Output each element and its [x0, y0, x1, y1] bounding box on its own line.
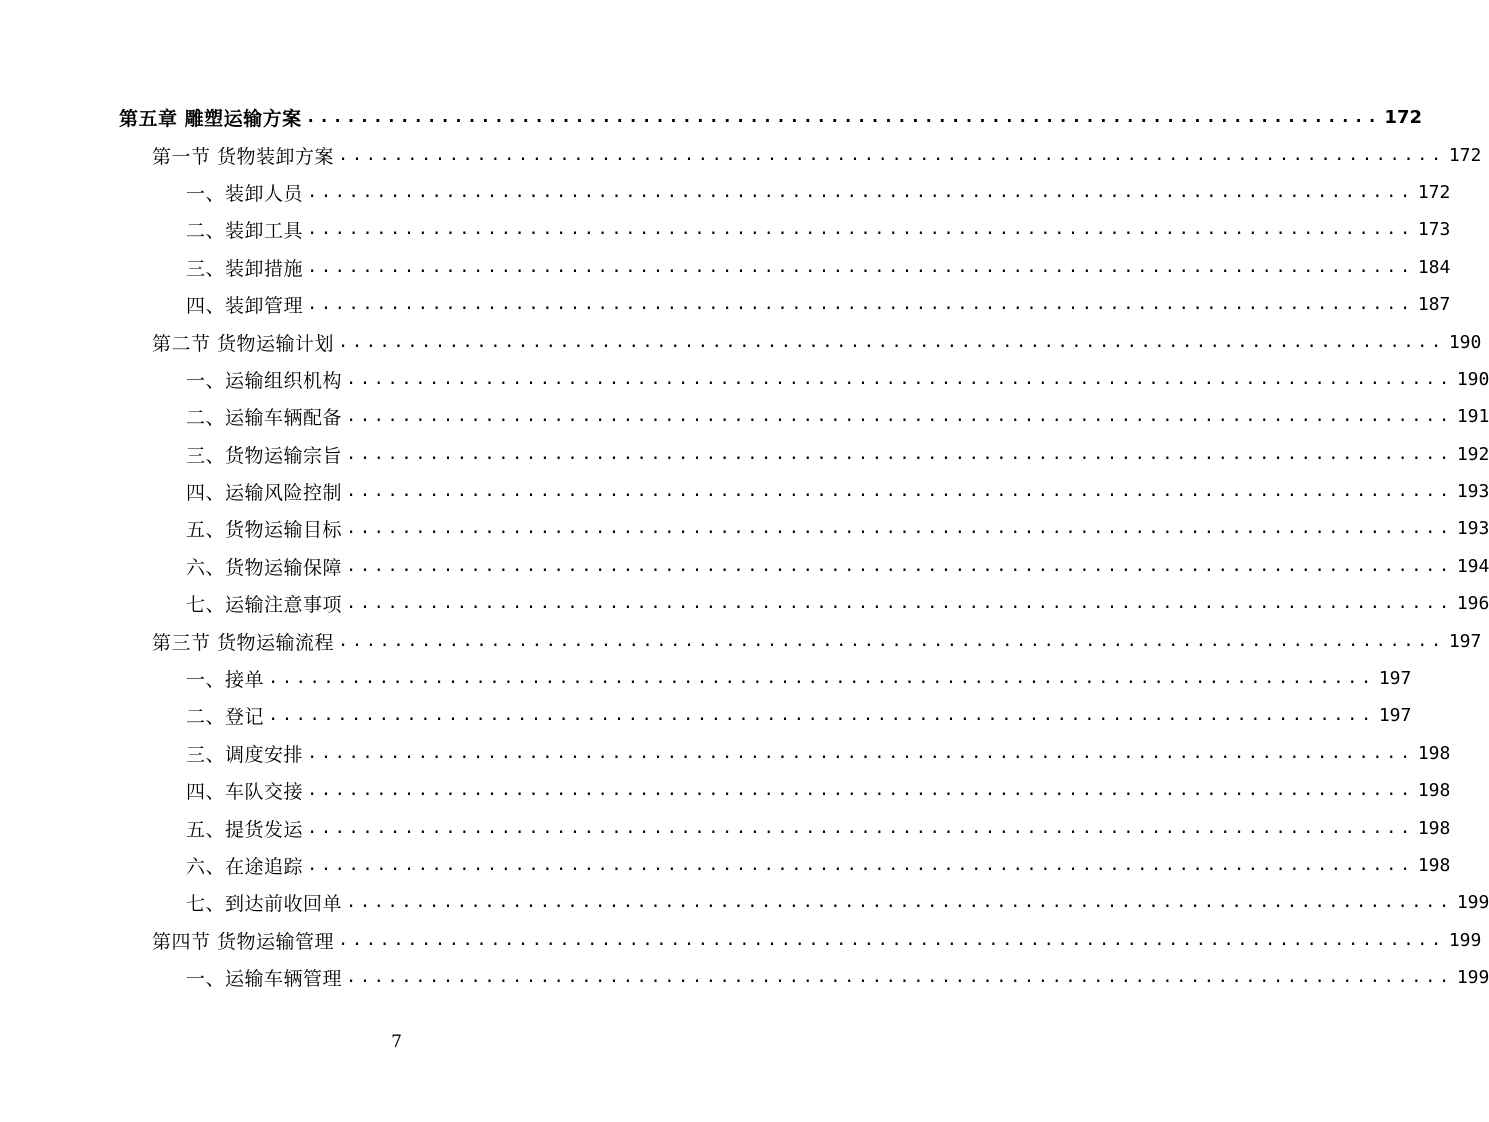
- toc-entry-title: 七、运输注意事项: [186, 594, 343, 617]
- toc-entry-title: 第四节 货物运输管理: [152, 930, 335, 953]
- toc-entry-title: 二、登记: [186, 706, 265, 729]
- toc-entry[interactable]: [0, 436, 1489, 473]
- toc-entry-page: 198: [1417, 855, 1451, 876]
- toc-entry-page: 190: [1456, 368, 1489, 390]
- toc-entry-title: 四、装卸管理: [186, 295, 304, 318]
- toc-entry-title: 第一节 货物装卸方案: [152, 145, 335, 168]
- toc-leader-dots: ................................................................................: [346, 406, 1453, 427]
- page-number: 7: [391, 1032, 402, 1052]
- toc-leader-dots: ................................................................................: [307, 742, 1414, 763]
- toc-entry[interactable]: [0, 809, 1451, 846]
- toc-entry-title: 一、运输车辆管理: [186, 968, 343, 991]
- toc-leader-dots: ................................................................................: [346, 368, 1453, 389]
- toc-entry[interactable]: [0, 959, 1489, 996]
- toc-entry-title: 第五章 雕塑运输方案: [119, 108, 302, 131]
- toc-entry-title: 五、提货发运: [186, 818, 304, 841]
- toc-entry-page: 193: [1456, 481, 1489, 503]
- toc-entry-title: 第二节 货物运输计划: [152, 332, 335, 355]
- toc-leader-dots: ................................................................................: [346, 481, 1453, 502]
- toc-entry[interactable]: [0, 174, 1451, 211]
- toc-entry-title: 七、到达前收回单: [186, 893, 343, 916]
- toc-entry[interactable]: [0, 473, 1489, 510]
- toc-leader-dots: ................................................................................: [305, 107, 1381, 128]
- toc-entry[interactable]: [0, 211, 1451, 248]
- toc-entry[interactable]: [0, 735, 1451, 772]
- toc-entry-title: 三、货物运输宗旨: [186, 444, 343, 467]
- toc-leader-dots: ................................................................................: [346, 892, 1453, 913]
- toc-entry[interactable]: [0, 660, 1412, 697]
- toc-entry-page: 172: [1448, 144, 1482, 166]
- toc-entry-title: 一、接单: [186, 669, 265, 692]
- toc-entry-title: 四、车队交接: [186, 781, 304, 804]
- toc-leader-dots: ................................................................................: [307, 780, 1414, 801]
- toc-entry-page: 196: [1456, 593, 1489, 615]
- toc-entry-page: 197: [1448, 630, 1482, 652]
- toc-entry-title: 第三节 货物运输流程: [152, 631, 335, 654]
- toc-leader-dots: ................................................................................: [307, 855, 1414, 875]
- toc-entry[interactable]: [0, 136, 1482, 173]
- toc-leader-dots: ................................................................................: [338, 630, 1445, 651]
- toc-entry[interactable]: [0, 323, 1482, 360]
- toc-entry-title: 六、货物运输保障: [186, 556, 343, 579]
- toc-entry-title: 三、装卸措施: [186, 257, 304, 280]
- toc-entry-page: 173: [1417, 219, 1451, 241]
- toc-entry[interactable]: [0, 249, 1451, 286]
- toc-leader-dots: ................................................................................: [307, 294, 1414, 315]
- toc-entry[interactable]: [0, 398, 1489, 435]
- table-of-contents: [0, 99, 1489, 996]
- toc-entry-title: 一、运输组织机构: [186, 369, 343, 392]
- toc-leader-dots: ................................................................................: [346, 555, 1453, 576]
- toc-entry[interactable]: [0, 361, 1489, 398]
- toc-entry-page: 199: [1448, 929, 1482, 951]
- toc-entry-title: 五、货物运输目标: [186, 519, 343, 542]
- toc-leader-dots: ................................................................................: [346, 518, 1453, 539]
- toc-entry[interactable]: [0, 622, 1482, 659]
- toc-entry[interactable]: [0, 922, 1482, 959]
- toc-entry-page: 199: [1456, 892, 1489, 914]
- toc-entry-title: 二、运输车辆配备: [186, 407, 343, 430]
- toc-leader-dots: ................................................................................: [338, 331, 1445, 352]
- toc-entry-page: 172: [1384, 107, 1422, 129]
- toc-leader-dots: ................................................................................: [346, 593, 1453, 614]
- toc-entry-page: 198: [1417, 817, 1451, 839]
- toc-entry-page: 191: [1456, 406, 1489, 428]
- toc-entry-page: 193: [1456, 518, 1489, 540]
- toc-leader-dots: ................................................................................: [338, 929, 1445, 950]
- toc-entry-title: 六、在途追踪: [186, 856, 304, 878]
- toc-entry[interactable]: [0, 99, 1422, 136]
- toc-entry[interactable]: [0, 510, 1489, 547]
- toc-entry-page: 198: [1417, 742, 1451, 764]
- toc-entry-page: 190: [1448, 331, 1482, 353]
- toc-entry[interactable]: [0, 884, 1489, 921]
- toc-entry-page: 198: [1417, 780, 1451, 802]
- toc-entry-page: 199: [1456, 967, 1489, 989]
- toc-leader-dots: ................................................................................: [307, 817, 1414, 838]
- toc-leader-dots: ................................................................................: [268, 668, 1375, 689]
- toc-entry-title: 一、装卸人员: [186, 182, 304, 205]
- toc-entry-page: 184: [1417, 256, 1451, 278]
- toc-leader-dots: ................................................................................: [307, 219, 1414, 240]
- toc-entry[interactable]: [0, 585, 1489, 622]
- toc-entry-title: 二、装卸工具: [186, 220, 304, 243]
- toc-leader-dots: ................................................................................: [268, 705, 1375, 726]
- toc-entry-page: 194: [1456, 555, 1489, 577]
- toc-leader-dots: ................................................................................: [346, 967, 1453, 988]
- toc-entry-page: 197: [1378, 668, 1412, 690]
- toc-leader-dots: ................................................................................: [338, 144, 1445, 165]
- toc-entry-page: 187: [1417, 294, 1451, 316]
- toc-entry-page: 197: [1378, 705, 1412, 727]
- toc-leader-dots: ................................................................................: [307, 256, 1414, 277]
- toc-entry[interactable]: [0, 772, 1451, 809]
- toc-entry-title: 四、运输风险控制: [186, 482, 343, 505]
- toc-entry[interactable]: [0, 847, 1451, 884]
- toc-entry[interactable]: [0, 286, 1451, 323]
- toc-entry-page: 192: [1456, 443, 1489, 465]
- toc-leader-dots: ................................................................................: [307, 181, 1414, 202]
- toc-entry[interactable]: [0, 697, 1412, 734]
- toc-entry[interactable]: [0, 548, 1489, 585]
- toc-leader-dots: ................................................................................: [346, 443, 1453, 464]
- toc-entry-page: 172: [1417, 181, 1451, 203]
- toc-entry-title: 三、调度安排: [186, 743, 304, 766]
